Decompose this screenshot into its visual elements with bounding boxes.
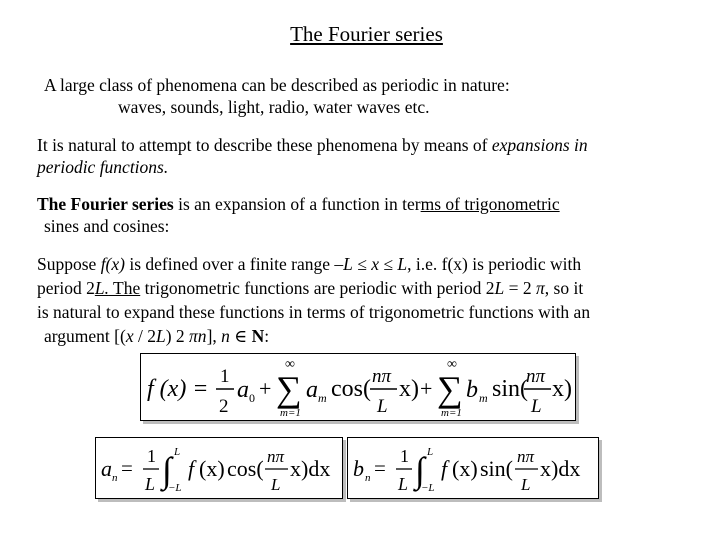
bn-npi: nπ [517, 447, 535, 466]
text-run: L [397, 254, 408, 274]
intro-line-2: waves, sounds, light, radio, water waves etc. [118, 97, 430, 117]
paragraph-3-underlined-text: ms of trigonometric [420, 194, 560, 214]
formula-am: a [306, 377, 318, 403]
paragraph-2-emphasis: expansions in [491, 135, 588, 155]
formula-am-subscript: m [318, 391, 327, 405]
text-run: ∈ [229, 326, 252, 346]
formula-bm-subscript: m [479, 391, 488, 405]
an-lhs: a [101, 456, 112, 481]
an-cos: cos( [227, 456, 264, 481]
an-integral: ∫ [162, 450, 172, 490]
slide-title: The Fourier series [290, 22, 443, 46]
text-run: n [221, 326, 230, 346]
paragraph-4-line-4 [44, 326, 269, 347]
formula-lhs: f (x) = [147, 376, 209, 402]
bn-integral-lower: −L [421, 482, 435, 494]
text-run: / 2 [133, 326, 156, 346]
text-run: N [251, 326, 265, 346]
an-npi-L: L [271, 475, 281, 494]
an-integral-upper: L [174, 446, 181, 458]
an-npi: nπ [267, 447, 285, 466]
formula-a0-subscript: 0 [249, 391, 255, 405]
paragraph-3-line-1 [37, 194, 560, 215]
an-lhs-subscript: n [112, 472, 118, 484]
an-coefficient-formula-box [95, 437, 343, 499]
an-one: 1 [147, 446, 156, 466]
text-run: L. [94, 278, 109, 298]
bn-one: 1 [400, 446, 409, 466]
an-integral-lower: −L [168, 482, 182, 494]
bn-coefficient-formula [348, 438, 598, 498]
bn-integral: ∫ [415, 450, 425, 490]
fourier-series-formula [141, 354, 575, 420]
text-run: L [155, 326, 166, 346]
text-run: argument [( [44, 326, 126, 346]
paragraph-4-line-3: is natural to expand these functions in terms of trigonometric functions with an [37, 302, 591, 322]
an-tail: x)dx [290, 456, 331, 481]
formula-plus-2: + [420, 376, 433, 401]
paragraph-2-emphasis-cont: periodic functions. [37, 157, 169, 177]
text-run: , i.e. f(x) is periodic with [407, 254, 582, 274]
text-run: x [125, 326, 134, 346]
formula-cos: cos( [331, 376, 371, 402]
text-run: ], [206, 326, 222, 346]
formula-sin: sin( [492, 376, 528, 402]
formula-sin-L: L [531, 396, 542, 417]
fourier-series-formula-box [140, 353, 576, 421]
text-run: period 2 [37, 278, 95, 298]
paragraph-2-line-1 [37, 135, 588, 156]
formula-half-numerator: 1 [220, 366, 230, 387]
bn-lhs-subscript: n [365, 472, 371, 484]
bn-lhs: b [353, 456, 364, 481]
bn-coefficient-formula-box [347, 437, 599, 499]
text-run: = 2 [504, 278, 536, 298]
text-run: x [371, 254, 380, 274]
text-run: ≤ [352, 254, 372, 274]
formula-sin-close: x) [552, 376, 572, 402]
bn-npi-L: L [521, 475, 531, 494]
an-coefficient-formula [96, 438, 342, 498]
formula-sum1-bottom: m=1 [280, 407, 301, 419]
text-run: : [264, 326, 270, 346]
formula-sin-npi: nπ [526, 366, 546, 387]
an-f: f [188, 456, 195, 481]
bn-x-paren: (x) [452, 456, 478, 481]
paragraph-2-line-2 [37, 157, 168, 178]
text-run: is defined over a finite range – [124, 254, 344, 274]
bn-integral-upper: L [427, 446, 434, 458]
text-run: ≤ [379, 254, 398, 274]
text-run: , so it [544, 278, 584, 298]
formula-cos-npi: nπ [372, 366, 392, 387]
formula-sum2-bottom: m=1 [441, 407, 462, 419]
text-run: The [108, 278, 141, 298]
text-run: L [343, 254, 353, 274]
formula-sum2: ∑ [437, 369, 463, 409]
an-one-over-L: L [145, 474, 156, 494]
formula-bm: b [466, 377, 478, 403]
bn-tail: x)dx [540, 456, 581, 481]
formula-a0: a [237, 377, 249, 403]
paragraph-3-text: is an expansion of a function in ter [173, 194, 421, 214]
bn-sin: sin( [480, 456, 513, 481]
bn-one-over-L: L [398, 474, 409, 494]
formula-sum1-top: ∞ [285, 357, 295, 372]
paragraph-4-line-1 [37, 254, 581, 275]
bn-f: f [441, 456, 448, 481]
text-run: Suppose [37, 254, 101, 274]
text-run: L [494, 278, 505, 298]
formula-half-denominator: 2 [219, 396, 229, 417]
formula-cos-L: L [377, 396, 388, 417]
an-x-paren: (x) [199, 456, 225, 481]
text-run: f(x) [100, 254, 125, 274]
paragraph-4-line-2 [37, 278, 583, 299]
formula-cos-close: x) [399, 376, 419, 402]
paragraph-3-line-2: sines and cosines: [44, 216, 170, 236]
an-equals: = [121, 456, 133, 480]
intro-line-1: A large class of phenomena can be described as periodic in nature: [44, 75, 510, 95]
formula-plus-1: + [259, 376, 272, 401]
fourier-series-term: The Fourier series [37, 194, 174, 214]
text-run: trigonometric functions are periodic with period 2 [140, 278, 495, 298]
text-run: ) 2 [165, 326, 190, 346]
bn-equals: = [374, 456, 386, 480]
text-run: π [536, 278, 545, 298]
text-run: πn [189, 326, 207, 346]
paragraph-2-text: It is natural to attempt to describe these phenomena by means of [37, 135, 492, 155]
formula-sum2-top: ∞ [447, 357, 457, 372]
formula-sum1: ∑ [276, 369, 302, 409]
